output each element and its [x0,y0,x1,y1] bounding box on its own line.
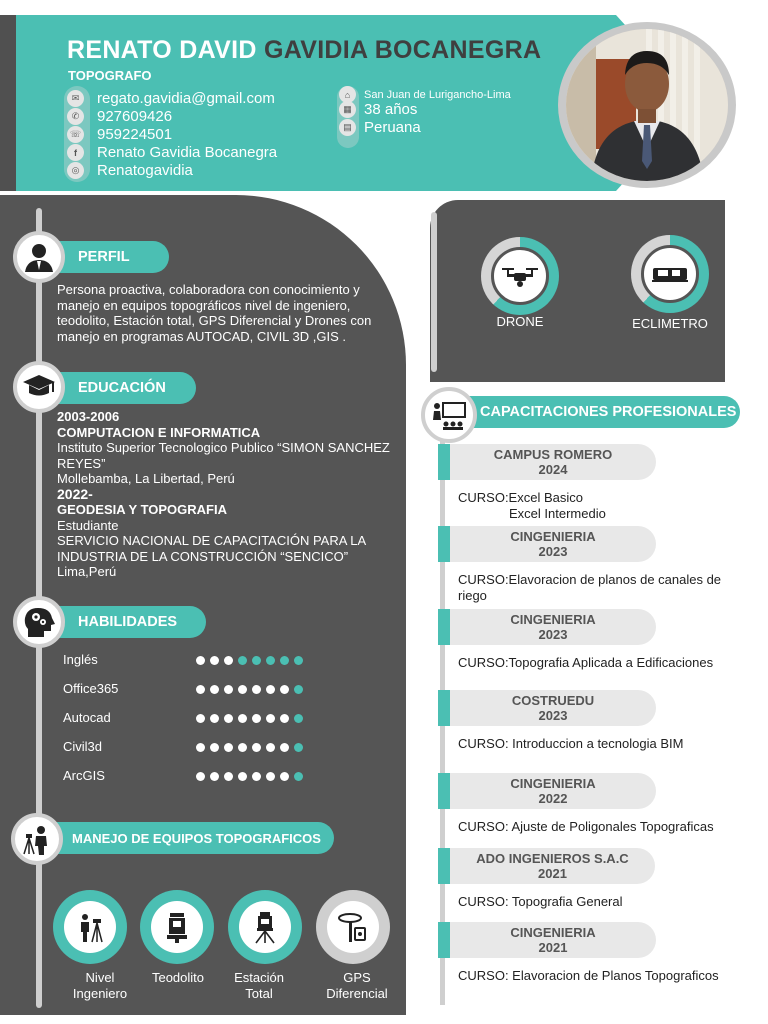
perfil-text: Persona proactiva, colaboradora con conocimiento y manejo en equipos topográficos nivel de ingeniero, teodolito, Estación total, GPS Diferencial y Drones con manejo en programas AUTOCAD, CIVIL 3D ,GIS . [57,282,372,344]
facebook-icon: f [67,144,84,161]
educacion-circle [13,361,65,413]
phone-icon: ✆ [67,108,84,125]
presentation-icon [431,400,467,430]
equip-teodolito-label [136,970,220,986]
eclimetro-label: ECLIMETRO [632,316,708,331]
course-line1: CURSO: Topografia General [458,894,623,909]
skill-dot-empty [252,656,261,665]
drone-gauge [481,237,559,315]
equipos-circle [11,813,63,865]
course-description [458,572,763,603]
equip-teodolito [140,890,214,964]
email-text: regato.gavidia@gmail.com [97,90,275,107]
skill-name: ArcGIS [63,768,105,783]
header-left-strip [0,15,16,191]
skill-row [63,739,393,755]
home-icon: ⌂ [339,86,356,103]
instagram-text: Renatogavidia [97,162,193,179]
contact-email[interactable] [67,89,275,108]
habilidades-title: HABILIDADES [78,614,178,630]
contact-phone[interactable] [67,107,172,126]
job-title: TOPOGRAFO [68,68,152,83]
level-surveyor-icon [73,910,107,944]
equip-estacion [228,890,302,964]
skill-dot-filled [224,714,233,723]
clinometer-icon [650,259,690,289]
skill-dot-filled [266,714,275,723]
course-line2: Excel Intermedio [509,505,606,521]
course-year: 2023 [538,627,568,642]
edu2-place: Lima,Perú [57,564,117,579]
theodolite-icon [160,910,194,944]
skill-dot-filled [210,685,219,694]
course-marker [438,444,450,480]
skill-dot-empty [294,685,303,694]
eclimetro-gauge [631,235,709,313]
phone-text: 927609426 [97,108,173,125]
course-org: CINGENIERIA [510,776,596,791]
course-year: 2024 [538,462,568,477]
instruments-bar [431,212,437,372]
edu1-years: 2003-2006 [57,409,120,424]
course-description [458,655,763,671]
course-year: 2021 [538,866,567,881]
skill-name: Inglés [63,652,98,667]
edu1-place: Mollebamba, La Libertad, Perú [57,471,235,486]
skill-rating [196,656,303,665]
skill-rating [196,685,303,694]
course-line1: CURSO: Ajuste de Poligonales Topograficas [458,819,714,834]
course-line2: riego [458,587,487,603]
course-header [450,773,656,809]
educacion-title: EDUCACIÓN [78,380,166,396]
course-marker [438,526,450,562]
skill-row [63,652,393,668]
course-org: CAMPUS ROMERO [493,447,613,462]
skill-dot-filled [196,656,205,665]
skill-dot-filled [210,772,219,781]
skill-dot-filled [238,772,247,781]
course-line1: CURSO: Elavoracion de Planos Topograficos [458,968,719,983]
location-text: San Juan de Lurigancho-Lima [364,88,511,101]
course-line1: CURSO:Excel Basico [458,490,583,505]
facebook-text: Renato Gavidia Bocanegra [97,144,278,161]
skill-dot-filled [266,685,275,694]
course-line1: CURSO: Introduccion a tecnologia BIM [458,736,684,751]
educacion-body [57,409,392,580]
course-description [458,968,763,984]
capacitaciones-circle [421,387,477,443]
skill-dot-filled [252,772,261,781]
whatsapp-icon: ☏ [67,126,84,143]
whatsapp-text: 959224501 [97,126,173,143]
equip-nivel [53,890,127,964]
info-nationality [339,119,421,136]
skill-row [63,681,393,697]
skill-rating [196,714,303,723]
course-line1: CURSO:Topografia Aplicada a Edificaciones [458,655,714,670]
graduation-cap-icon [21,372,57,402]
course-org: CINGENIERIA [510,925,596,940]
course-marker [438,848,450,884]
skill-dot-filled [252,685,261,694]
equip-gps-line2: Diferencial [326,986,388,1001]
skill-dot-empty [266,656,275,665]
contact-facebook[interactable] [67,143,277,162]
user-icon [22,240,56,274]
course-org: COSTRUEDU [511,693,595,708]
skill-dot-empty [294,772,303,781]
course-header [450,690,656,726]
skill-dot-filled [224,772,233,781]
skill-dot-filled [224,656,233,665]
course-header [450,609,656,645]
skill-dot-filled [196,685,205,694]
profile-photo [566,29,728,181]
course-header [450,922,656,958]
course-description [458,736,763,752]
edu2-degree: GEODESIA Y TOPOGRAFIA [57,502,227,517]
capacitaciones-title: CAPACITACIONES PROFESIONALES [480,404,737,420]
equipos-header [40,822,334,854]
brain-gears-icon [22,605,56,639]
skill-name: Office365 [63,681,119,696]
gps-icon [336,910,370,944]
equip-estacion-label [222,970,296,1002]
skill-dot-filled [196,714,205,723]
skill-dot-empty [294,656,303,665]
skill-dot-filled [280,685,289,694]
skill-dot-filled [196,772,205,781]
edu1-institution: Instituto Superior Tecnologico Publico “SIMON SANCHEZ REYES” [57,440,390,471]
equipos-title: MANEJO DE EQUIPOS TOPOGRAFICOS [72,830,321,846]
course-marker [438,609,450,645]
skill-dot-filled [280,714,289,723]
course-year: 2023 [538,544,568,559]
equip-nivel-label [53,970,147,1002]
profile-photo-image [566,29,728,181]
equip-nivel-line1: Nivel [85,970,115,985]
skill-dot-filled [280,743,289,752]
course-year: 2021 [538,940,568,955]
nationality-text: Peruana [364,119,421,136]
info-age [339,101,417,118]
perfil-circle [13,231,65,283]
skill-dot-filled [266,772,275,781]
calendar-icon: ▦ [339,101,356,118]
skill-dot-filled [210,656,219,665]
equip-gps-line1: GPS [343,970,371,985]
course-org: ADO INGENIEROS S.A.C [476,851,629,866]
course-marker [438,690,450,726]
id-card-icon: ▤ [339,119,356,136]
equip-estacion-line2: Total [245,986,273,1001]
course-year: 2023 [538,708,568,723]
age-text: 38 años [364,101,418,118]
course-org: CINGENIERIA [510,612,596,627]
habilidades-circle [13,596,65,648]
total-station-icon [248,910,282,944]
drone-icon [500,261,540,291]
skill-name: Autocad [63,710,111,725]
skill-dot-filled [196,743,205,752]
skill-row [63,768,393,784]
contact-instagram[interactable] [67,161,193,180]
equip-teodolito-line1: Teodolito [151,970,205,985]
skill-dot-empty [238,656,247,665]
edu2-institution: SERVICIO NACIONAL DE CAPACITACIÓN PARA LA INDUSTRIA DE LA CONSTRUCCIÓN “SENCICO” [57,533,366,564]
skill-dot-empty [294,714,303,723]
course-header [450,444,656,480]
equip-estacion-line1: Estación [234,970,284,985]
full-name [67,36,541,65]
course-description [458,490,763,521]
course-description [458,894,763,910]
equip-nivel-line2: Ingeniero [72,986,128,1001]
equip-gps-label [312,970,402,1002]
skill-dot-filled [238,685,247,694]
edu2-years: 2022- [57,485,93,502]
skill-dot-filled [224,743,233,752]
skill-rating [196,772,303,781]
course-header [450,848,655,884]
skill-dot-filled [210,743,219,752]
skill-name: Civil3d [63,739,103,754]
skill-dot-filled [210,714,219,723]
drone-label: DRONE [496,314,544,329]
course-marker [438,773,450,809]
skill-dot-filled [252,714,261,723]
contact-whatsapp[interactable] [67,125,172,144]
edu1-degree: COMPUTACION E INFORMATICA [57,424,261,440]
first-names: RENATO DAVID [67,36,264,64]
skill-dot-filled [224,685,233,694]
instagram-icon: ◎ [67,162,84,179]
capacitaciones-header [460,396,740,428]
course-description [458,819,763,835]
skill-dot-filled [238,743,247,752]
surveyor-icon [20,822,54,856]
last-names: GAVIDIA BOCANEGRA [263,36,542,64]
skill-row [63,710,393,726]
course-year: 2022 [538,791,568,806]
skill-rating [196,743,303,752]
skill-dot-filled [238,714,247,723]
course-marker [438,922,450,958]
edu2-status: Estudiante [57,517,119,533]
skill-dot-filled [280,772,289,781]
skill-dot-empty [294,743,303,752]
skill-dot-empty [280,656,289,665]
course-header [450,526,656,562]
course-org: CINGENIERIA [510,529,596,544]
email-icon: ✉ [67,90,84,107]
perfil-title: PERFIL [78,249,130,265]
skill-dot-filled [252,743,261,752]
equip-gps [316,890,390,964]
skill-dot-filled [266,743,275,752]
course-line1: CURSO:Elavoracion de planos de canales de [458,572,722,587]
